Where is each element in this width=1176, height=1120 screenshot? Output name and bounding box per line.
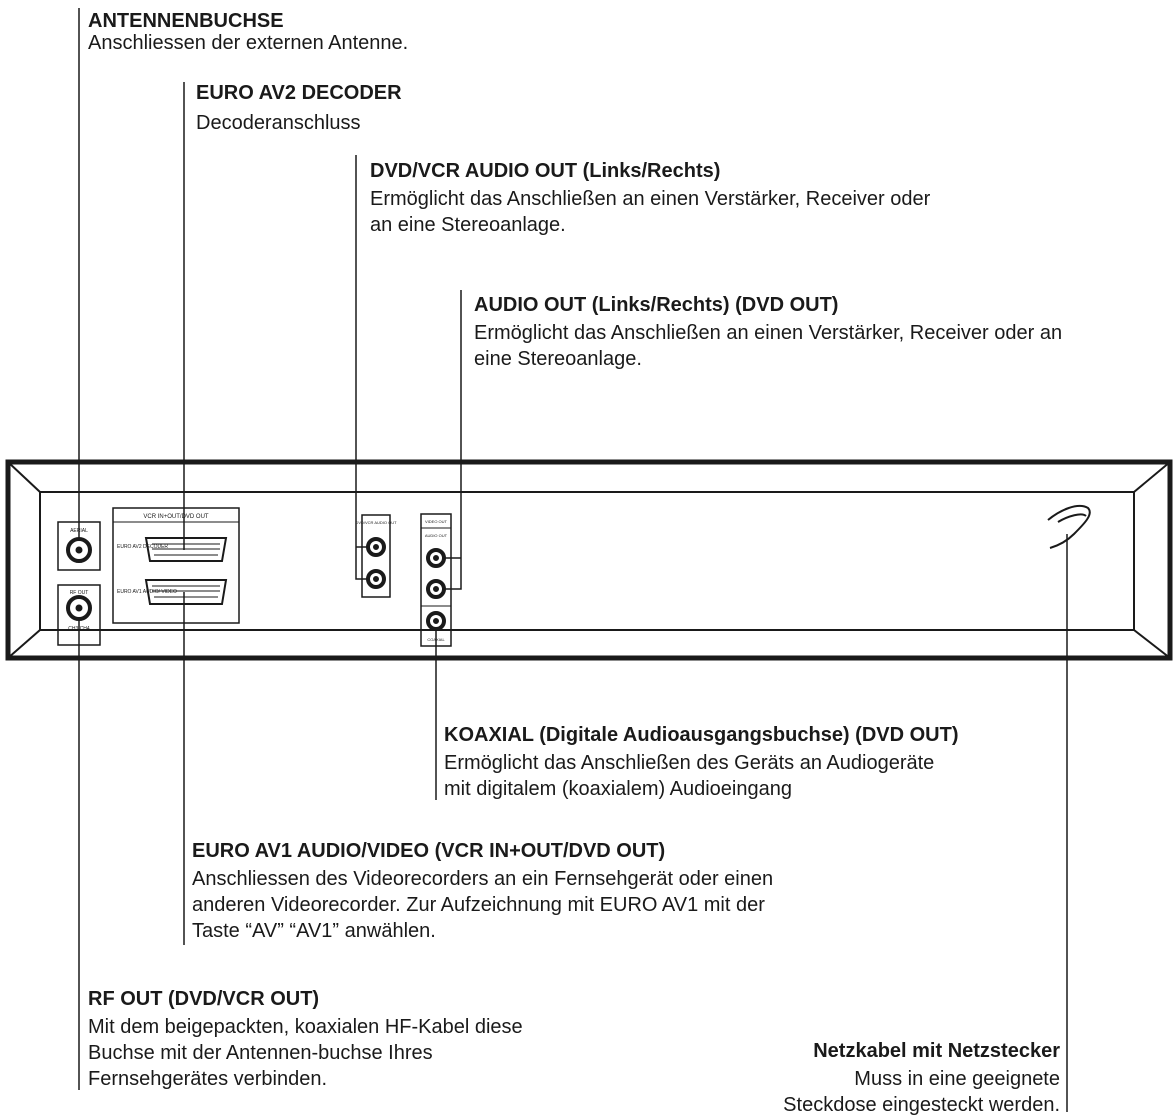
euro-av1-title: EURO AV1 AUDIO/VIDEO (VCR IN+OUT/DVD OUT) xyxy=(192,840,666,862)
callout-power xyxy=(783,1040,1060,1118)
dvdvcr-audio-desc-line2: an eine Stereoanlage. xyxy=(370,214,566,236)
euro-av1-desc-line2: anderen Videorecorder. Zur Aufzeichnung mit EURO AV1 mit der xyxy=(192,894,765,916)
dvdvcr-audio-block xyxy=(355,515,397,597)
dvd-audio-block xyxy=(421,514,451,646)
euro-av2-desc: Decoderanschluss xyxy=(196,112,361,134)
coaxial-label: COAXIAL xyxy=(427,637,445,642)
dvdvcr-audio-title: DVD/VCR AUDIO OUT (Links/Rechts) xyxy=(370,160,721,182)
euro-av1-desc-line3: Taste “AV” “AV1” anwählen. xyxy=(192,920,436,942)
audio-out-label: AUDIO OUT xyxy=(424,533,448,538)
rf-out-desc-line1: Mit dem beigepackten, koaxialen HF-Kabel diese xyxy=(88,1016,523,1038)
scart-block xyxy=(113,508,239,623)
rf-out-label: RF OUT xyxy=(69,590,89,596)
antenna-desc: Anschliessen der externen Antenne. xyxy=(88,32,409,54)
callout-dvdvcr-audio xyxy=(370,160,930,238)
rf-out-title: RF OUT (DVD/VCR OUT) xyxy=(88,988,320,1010)
scart-header-label: VCR IN+OUT/DVD OUT xyxy=(143,514,209,520)
av1-label: EURO AV1 AUDIO/ VIDEO xyxy=(117,589,177,595)
av2-label: EURO AV2 DECODER xyxy=(117,544,169,550)
callout-coaxial xyxy=(444,724,958,802)
power-title: Netzkabel mit Netzstecker xyxy=(813,1040,1060,1062)
callout-euro-av1 xyxy=(192,840,773,944)
ch-label: CH3/CH4 xyxy=(68,626,90,632)
callout-antenna xyxy=(88,10,408,54)
callout-rf-out xyxy=(88,988,523,1092)
coaxial-desc-line1: Ermöglicht das Anschließen des Geräts an Audiogeräte xyxy=(444,752,935,774)
coaxial-desc-line2: mit digitalem (koaxialem) Audioeingang xyxy=(444,778,792,800)
coaxial-title: KOAXIAL (Digitale Audioausgangsbuchse) (DVD OUT) xyxy=(444,724,959,746)
aerial-label: AERIAL xyxy=(70,528,88,534)
euro-av1-desc-line1: Anschliessen des Videorecorders an ein Fernsehgerät oder einen xyxy=(192,868,774,890)
dvd-audio-desc-line1: Ermöglicht das Anschließen an einen Verstärker, Receiver oder an xyxy=(474,322,1063,344)
rf-out-desc-line2: Buchse mit der Antennen-buchse Ihres xyxy=(88,1042,433,1064)
dvdvcr-audio-desc-line1: Ermöglicht das Anschließen an einen Verstärker, Receiver oder xyxy=(370,188,931,210)
rf-out-desc-line3: Fernsehgerätes verbinden. xyxy=(88,1068,328,1090)
power-cord xyxy=(1048,506,1090,548)
euro-av2-title: EURO AV2 DECODER xyxy=(196,82,402,104)
callout-euro-av2 xyxy=(196,82,402,136)
callout-dvd-audio xyxy=(474,294,1062,372)
power-desc-line2: Steckdose eingesteckt werden. xyxy=(783,1094,1060,1116)
power-desc-line1: Muss in eine geeignete xyxy=(854,1068,1060,1090)
antenna-title: ANTENNENBUCHSE xyxy=(88,10,284,32)
dvd-audio-desc-line2: eine Stereoanlage. xyxy=(474,348,642,370)
video-out-label: VIDEO OUT xyxy=(424,519,448,524)
dvdvcr-audio-label: DVD/VCR AUDIO OUT xyxy=(355,520,397,525)
dvd-audio-title: AUDIO OUT (Links/Rechts) (DVD OUT) xyxy=(474,294,839,316)
